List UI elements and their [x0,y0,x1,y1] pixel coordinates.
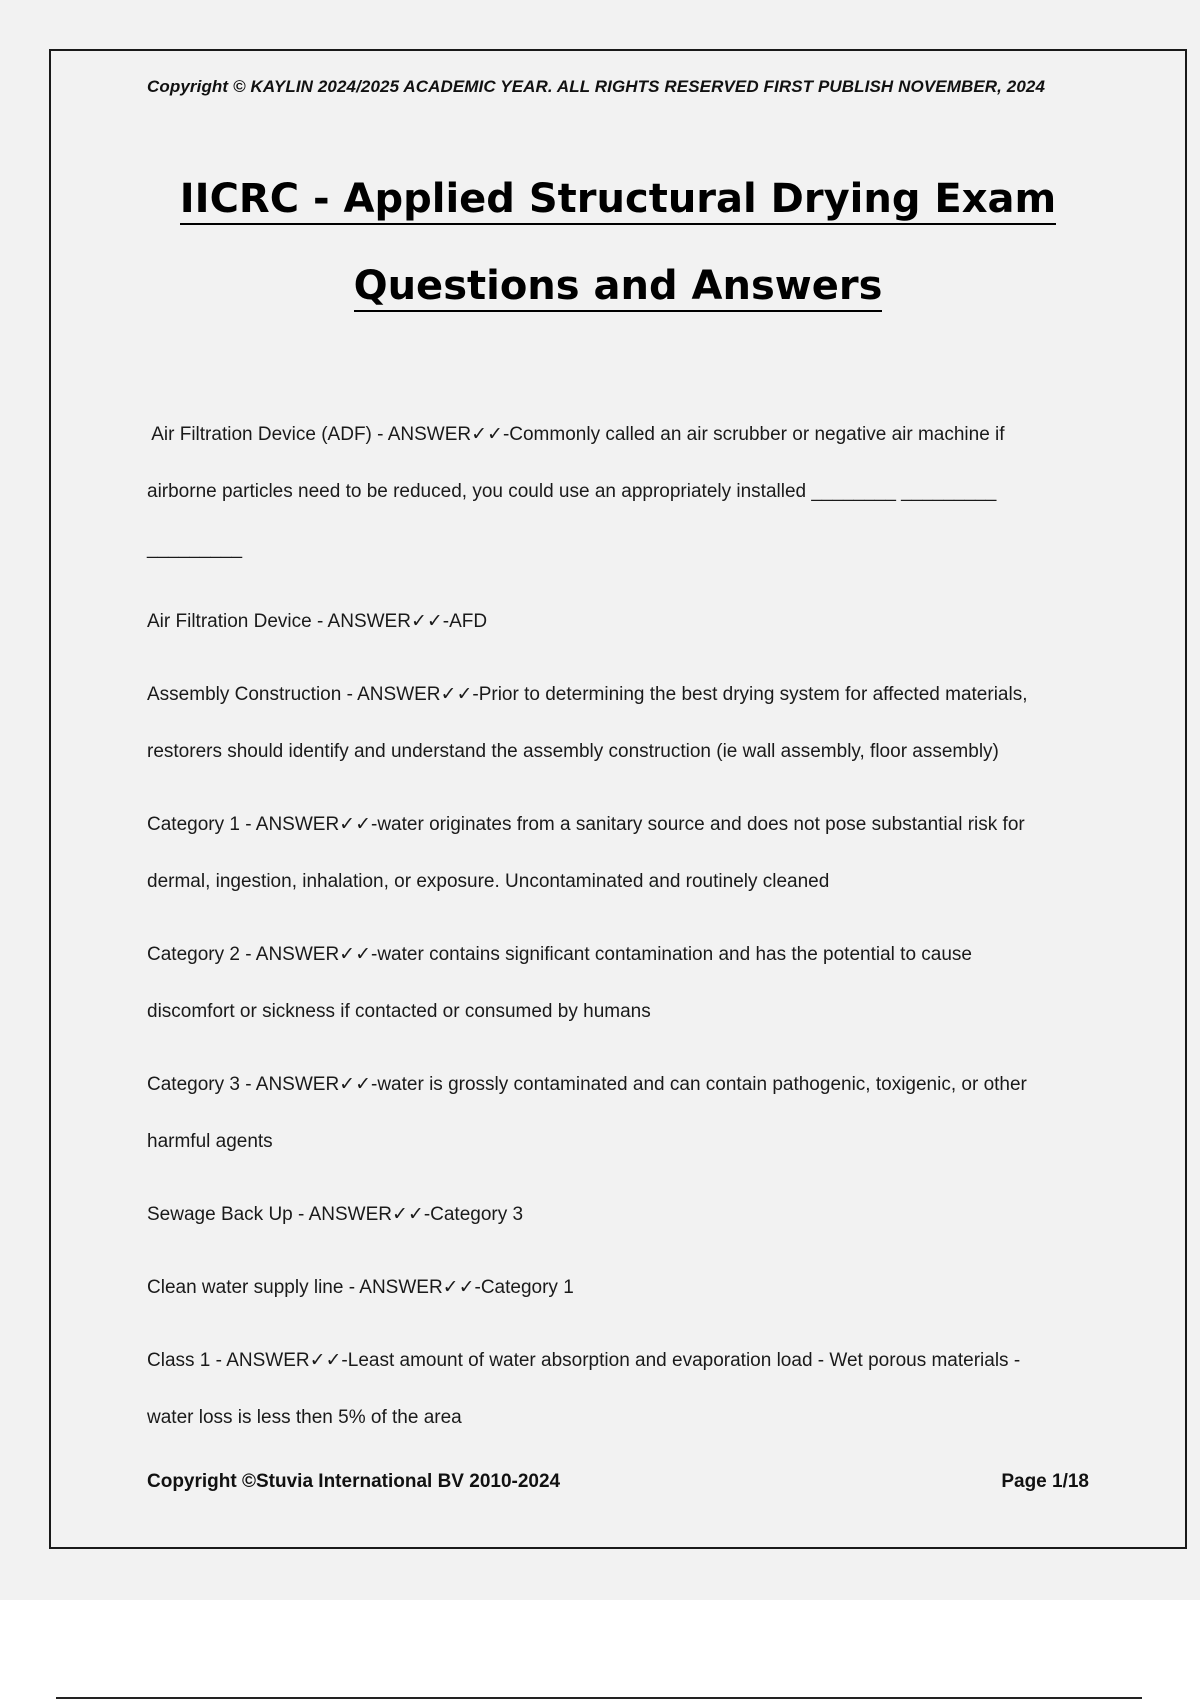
qa-entry [147,1186,1107,1243]
footer-copyright: Copyright ©Stuvia International BV 2010-2024 [147,1471,561,1492]
qa-line: dermal, ingestion, inhalation, or exposure. Uncontaminated and routinely cleaned [147,871,830,892]
qa-entry [147,406,1107,577]
qa-line: harmful agents [147,1131,273,1152]
qa-line: _________ [147,538,243,559]
qa-line: Class 1 - ANSWER✓✓-Least amount of water absorption and evaporation load - Wet porous materials - [147,1350,1021,1371]
qa-line: water loss is less then 5% of the area [147,1407,462,1428]
qa-line: Sewage Back Up - ANSWER✓✓-Category 3 [147,1204,524,1225]
page-number: Page 1/18 [1001,1471,1089,1492]
qa-line: Air Filtration Device (ADF) - ANSWER✓✓-Commonly called an air scrubber or negative air machine if [147,424,1005,445]
qa-line: Category 2 - ANSWER✓✓-water contains significant contamination and has the potential to cause [147,944,972,965]
qa-line: Category 1 - ANSWER✓✓-water originates from a sanitary source and does not pose substantial risk for [147,814,1025,835]
qa-entry [147,666,1107,780]
qa-line: restorers should identify and understand the assembly construction (ie wall assembly, floor assembly) [147,741,999,762]
qa-line: Assembly Construction - ANSWER✓✓-Prior to determining the best drying system for affected materials, [147,684,1028,705]
qa-line: Air Filtration Device - ANSWER✓✓-AFD [147,611,488,632]
title-line-2-text: Questions and Answers [354,263,883,312]
document-title-line-1 [51,176,1185,222]
header-copyright: Copyright © KAYLIN 2024/2025 ACADEMIC YEAR. ALL RIGHTS RESERVED FIRST PUBLISH NOVEMBER, 2024 [147,77,1046,96]
qa-entry [147,926,1107,1040]
qa-entry [147,796,1107,910]
next-page-top-rule [56,1697,1142,1699]
qa-entry [147,1259,1107,1316]
qa-line: Clean water supply line - ANSWER✓✓-Category 1 [147,1277,574,1298]
document-page [49,49,1187,1549]
qa-entry [147,1056,1107,1170]
document-title-line-2 [51,263,1185,309]
qa-entry [147,593,1107,650]
qa-line: airborne particles need to be reduced, you could use an appropriately installed ________ _________ [147,481,997,502]
qa-list [147,406,1107,1462]
qa-entry [147,1332,1107,1446]
title-line-1-text: IICRC - Applied Structural Drying Exam [180,176,1056,225]
qa-line: discomfort or sickness if contacted or consumed by humans [147,1001,651,1022]
qa-line: Category 3 - ANSWER✓✓-water is grossly contaminated and can contain pathogenic, toxigenic, or other [147,1074,1027,1095]
